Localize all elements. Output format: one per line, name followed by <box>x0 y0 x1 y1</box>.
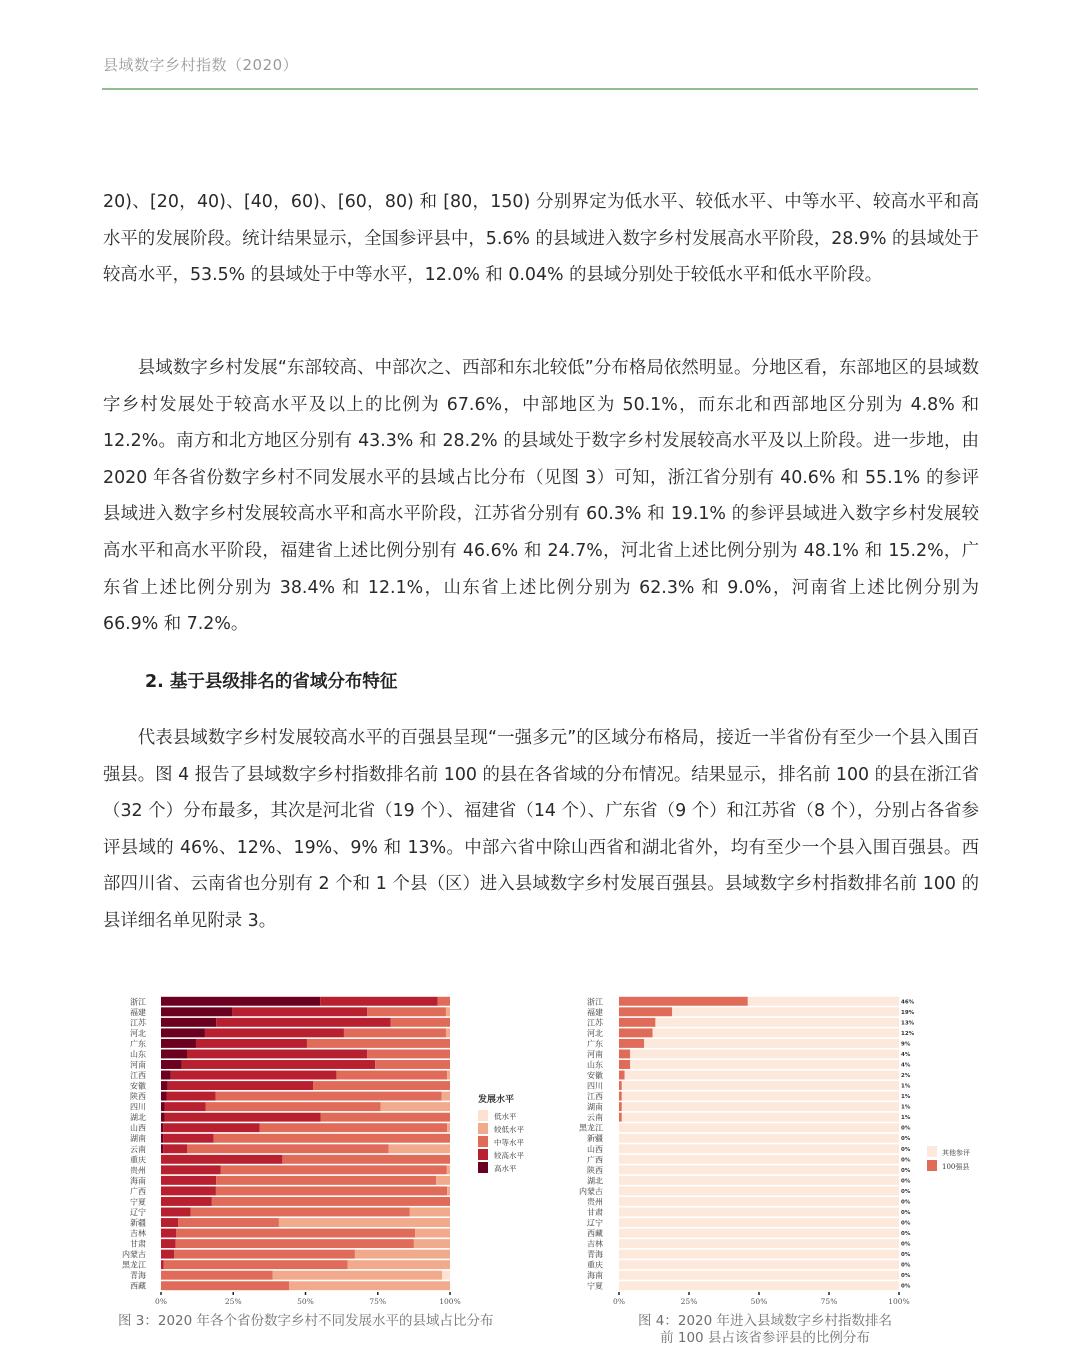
x-tick-label: 50% <box>297 1297 314 1306</box>
bar-segment-100强县 <box>619 1018 655 1027</box>
bar-segment-其他参评 <box>622 1092 899 1101</box>
value-label: 4% <box>901 1062 911 1069</box>
category-label: 陕西 <box>130 1092 146 1102</box>
category-label: 陕西 <box>587 1165 603 1175</box>
category-label: 山西 <box>587 1144 603 1154</box>
bar-segment-中等水平 <box>282 1155 450 1164</box>
bar-segment-其他参评 <box>619 1250 899 1259</box>
bar-segment-其他参评 <box>619 1229 899 1238</box>
bar-segment-100强县 <box>619 1092 622 1101</box>
value-label: 0% <box>901 1188 911 1195</box>
category-label: 内蒙古 <box>122 1250 146 1260</box>
bar-segment-较低水平 <box>414 1239 450 1248</box>
category-label: 江苏 <box>587 1018 603 1028</box>
x-tick-label: 50% <box>750 1297 768 1306</box>
x-tick-label: 75% <box>369 1297 387 1306</box>
category-label: 海南 <box>587 1271 603 1281</box>
legend-swatch <box>927 1160 937 1171</box>
value-label: 0% <box>901 1209 911 1216</box>
category-label: 山东 <box>130 1049 146 1059</box>
legend-swatch <box>927 1146 937 1157</box>
category-label: 江苏 <box>130 1018 146 1028</box>
bar-segment-其他参评 <box>619 1260 899 1269</box>
bar-segment-其他参评 <box>619 1208 899 1217</box>
bar-segment-较高水平 <box>320 997 437 1006</box>
category-label: 甘肃 <box>130 1239 146 1249</box>
category-label: 湖南 <box>587 1102 603 1112</box>
figure-3-stacked-bar-chart <box>100 990 560 1310</box>
category-label: 青海 <box>587 1250 603 1260</box>
legend-swatch <box>478 1136 488 1147</box>
bar-segment-较高水平 <box>161 1239 176 1248</box>
legend-label: 低水平 <box>494 1112 517 1121</box>
category-label: 河南 <box>130 1060 146 1070</box>
bar-segment-其他参评 <box>655 1018 899 1027</box>
bar-segment-中等水平 <box>176 1229 415 1238</box>
bar-segment-较高水平 <box>205 1028 344 1037</box>
bar-segment-其他参评 <box>672 1007 899 1016</box>
value-label: 0% <box>901 1262 911 1269</box>
bar-segment-低水平 <box>442 1271 450 1280</box>
bar-segment-其他参评 <box>630 1049 899 1058</box>
paragraph-3-text: 代表县域数字乡村发展较高水平的百强县呈现“一强多元”的区域分布格局，接近一半省份有至少一个县入围百强县。图 4 报告了县域数字乡村指数排名前 100 的县在各省域的分布情况。结果显示，排名前 100 的县在浙江省（32 个）分布最多，其次是河北省（19 个）、福建省（14 个）、广东省（9 个）和江苏省（8 个），分别占各省参评县域的 46%、12%、19%、9% 和 13%。中部六省中除山西省和湖北省外，均有至少一个县入围百强县。西部四川省、云南省也分别有 2 个和 1 个县（区）进入县域数字乡村发展百强县。县域数字乡村指数排名前 100 的县详细名单见附录 3。 <box>103 728 979 931</box>
bar-segment-较低水平 <box>289 1281 450 1290</box>
bar-segment-高水平 <box>161 1071 171 1080</box>
bar-segment-中等水平 <box>216 1176 436 1185</box>
bar-segment-较高水平 <box>163 1134 213 1143</box>
legend-swatch <box>478 1149 488 1160</box>
bar-segment-中等水平 <box>214 1134 450 1143</box>
bar-segment-其他参评 <box>653 1028 899 1037</box>
bar-segment-较低水平 <box>273 1271 443 1280</box>
bar-segment-100强县 <box>619 1113 622 1122</box>
bar-segment-其他参评 <box>625 1071 899 1080</box>
category-label: 云南 <box>587 1113 603 1123</box>
bar-segment-100强县 <box>619 1102 622 1111</box>
bar-segment-较低水平 <box>447 1071 450 1080</box>
paragraph-2 <box>103 350 979 643</box>
bar-segment-中等水平 <box>174 1250 355 1259</box>
x-tick-label: 100% <box>888 1297 910 1306</box>
category-label: 广西 <box>587 1155 603 1165</box>
figure-4-svg <box>565 990 985 1310</box>
paragraph-1-text: 20)、[20，40)、[40，60)、[60，80) 和 [80，150) 分别界定为低水平、较低水平、中等水平、较高水平和高水平的发展阶段。统计结果显示，全国参评县中，5.6% 的县域进入数字乡村发展高水平阶段，28.9% 的县域处于较高水平，53.5% 的县域处于中等水平，12.0% 和 0.04% 的县域分别处于较低水平和低水平阶段。 <box>103 192 979 286</box>
bar-segment-中等水平 <box>260 1123 448 1132</box>
legend-label: 100强县 <box>942 1163 970 1171</box>
bar-segment-较高水平 <box>161 1208 190 1217</box>
bar-segment-高水平 <box>161 1007 232 1016</box>
bar-segment-100强县 <box>619 997 748 1006</box>
bar-segment-较低水平 <box>355 1250 450 1259</box>
category-label: 内蒙古 <box>579 1186 603 1196</box>
bar-segment-其他参评 <box>619 1186 899 1195</box>
value-label: 1% <box>901 1094 911 1101</box>
category-label: 山西 <box>130 1123 146 1133</box>
category-label: 江西 <box>130 1071 146 1081</box>
paragraph-3 <box>103 720 979 940</box>
bar-segment-100强县 <box>619 1007 672 1016</box>
bar-segment-较高水平 <box>163 1123 259 1132</box>
category-label: 青海 <box>130 1271 146 1281</box>
bar-segment-中等水平 <box>367 1007 446 1016</box>
bar-segment-其他参评 <box>619 1144 899 1153</box>
category-label: 黑龙江 <box>122 1260 146 1270</box>
bar-segment-较高水平 <box>161 1260 164 1269</box>
bar-segment-较低水平 <box>447 1186 450 1195</box>
figure-3-caption: 图 3：2020 年各个省份数字乡村不同发展水平的县域占比分布 <box>118 1313 494 1329</box>
bar-segment-中等水平 <box>313 1081 450 1090</box>
bar-segment-较高水平 <box>161 1218 178 1227</box>
bar-segment-高水平 <box>161 1123 163 1132</box>
bar-segment-100强县 <box>619 1071 625 1080</box>
value-label: 0% <box>901 1136 911 1143</box>
value-label: 1% <box>901 1104 911 1111</box>
legend-swatch <box>478 1110 488 1121</box>
bar-segment-较高水平 <box>196 1039 307 1048</box>
category-label: 宁夏 <box>130 1197 146 1207</box>
bar-segment-较低水平 <box>389 1144 450 1153</box>
bar-segment-中等水平 <box>307 1039 450 1048</box>
legend-label: 其他参评 <box>942 1149 970 1157</box>
paragraph-1 <box>103 184 979 294</box>
value-label: 0% <box>901 1241 911 1248</box>
bar-segment-中等水平 <box>164 1260 348 1269</box>
bar-segment-较高水平 <box>164 1113 320 1122</box>
category-label: 西藏 <box>130 1281 146 1291</box>
bar-segment-较低水平 <box>348 1260 450 1269</box>
category-label: 浙江 <box>130 997 146 1007</box>
value-label: 0% <box>901 1146 911 1153</box>
bar-segment-中等水平 <box>206 1102 381 1111</box>
value-label: 12% <box>901 1030 915 1037</box>
bar-segment-较高水平 <box>164 1102 205 1111</box>
bar-segment-较低水平 <box>446 1007 450 1016</box>
bar-segment-较高水平 <box>161 1155 282 1164</box>
bar-segment-较低水平 <box>436 1176 450 1185</box>
category-label: 福建 <box>130 1007 146 1017</box>
category-label: 甘肃 <box>587 1207 603 1217</box>
category-label: 广东 <box>587 1039 603 1049</box>
bar-segment-其他参评 <box>619 1165 899 1174</box>
bar-segment-较低水平 <box>279 1218 450 1227</box>
category-label: 安徽 <box>130 1081 146 1091</box>
category-label: 重庆 <box>587 1260 603 1270</box>
figure-4-stacked-bar-chart <box>565 990 985 1310</box>
category-label: 吉林 <box>130 1229 146 1239</box>
value-label: 4% <box>901 1051 911 1058</box>
category-label: 贵州 <box>587 1197 603 1207</box>
x-tick-label: 25% <box>224 1297 242 1306</box>
bar-segment-其他参评 <box>619 1155 899 1164</box>
bar-segment-中等水平 <box>390 1018 450 1027</box>
bar-segment-高水平 <box>161 997 320 1006</box>
bar-segment-较高水平 <box>161 1176 216 1185</box>
value-label: 0% <box>901 1231 911 1238</box>
bar-segment-中等水平 <box>161 1281 289 1290</box>
bar-segment-中等水平 <box>212 1197 450 1206</box>
bar-segment-较高水平 <box>161 1186 216 1195</box>
category-label: 湖北 <box>587 1176 603 1186</box>
bar-segment-中等水平 <box>216 1092 442 1101</box>
value-label: 0% <box>901 1199 911 1206</box>
bar-segment-高水平 <box>161 1134 163 1143</box>
section-title: 2. 基于县级排名的省域分布特征 <box>145 672 398 692</box>
bar-segment-高水平 <box>161 1081 168 1090</box>
category-label: 重庆 <box>130 1155 146 1165</box>
bar-segment-较高水平 <box>161 1197 212 1206</box>
bar-segment-中等水平 <box>178 1218 279 1227</box>
bar-segment-中等水平 <box>221 1165 447 1174</box>
bar-segment-100强县 <box>619 1028 653 1037</box>
x-tick-label: 0% <box>613 1297 625 1306</box>
bar-segment-较低水平 <box>447 1165 450 1174</box>
header-rule <box>102 88 978 90</box>
bar-segment-100强县 <box>619 1039 644 1048</box>
value-label: 2% <box>901 1073 911 1080</box>
x-tick-label: 25% <box>680 1297 698 1306</box>
bar-segment-中等水平 <box>190 1208 409 1217</box>
category-label: 吉林 <box>587 1239 603 1249</box>
bar-segment-其他参评 <box>619 1271 899 1280</box>
bar-segment-其他参评 <box>644 1039 899 1048</box>
value-label: 0% <box>901 1167 911 1174</box>
bar-segment-其他参评 <box>619 1197 899 1206</box>
bar-segment-较高水平 <box>168 1081 314 1090</box>
bar-segment-高水平 <box>161 1092 166 1101</box>
category-label: 广东 <box>130 1039 146 1049</box>
bar-segment-其他参评 <box>748 997 899 1006</box>
bar-segment-高水平 <box>161 1039 196 1048</box>
bar-segment-较高水平 <box>182 1060 375 1069</box>
category-label: 湖南 <box>130 1134 146 1144</box>
bar-segment-较高水平 <box>166 1092 215 1101</box>
bar-segment-其他参评 <box>619 1176 899 1185</box>
bar-segment-中等水平 <box>336 1071 447 1080</box>
category-label: 河南 <box>587 1049 603 1059</box>
legend-label: 较高水平 <box>494 1151 524 1160</box>
bar-segment-较低水平 <box>447 1123 450 1132</box>
value-label: 0% <box>901 1283 911 1290</box>
bar-segment-中等水平 <box>321 1113 450 1122</box>
category-label: 浙江 <box>587 997 603 1007</box>
bar-segment-较高水平 <box>161 1250 174 1259</box>
legend-label: 中等水平 <box>494 1138 524 1147</box>
bar-segment-较低水平 <box>446 1028 450 1037</box>
value-label: 0% <box>901 1178 911 1185</box>
bar-segment-其他参评 <box>630 1060 899 1069</box>
category-label: 安徽 <box>587 1071 603 1081</box>
bar-segment-较高水平 <box>187 1049 367 1058</box>
bar-segment-其他参评 <box>619 1239 899 1248</box>
bar-segment-较高水平 <box>161 1165 221 1174</box>
category-label: 西藏 <box>587 1229 603 1239</box>
figure-4-caption-line-2: 前 100 县占该省参评县的比例分布 <box>660 1330 870 1346</box>
category-label: 河北 <box>587 1028 603 1038</box>
category-label: 黑龙江 <box>579 1123 603 1133</box>
figure-3-svg <box>100 990 560 1310</box>
bar-segment-其他参评 <box>619 1218 899 1227</box>
category-label: 山东 <box>587 1060 603 1070</box>
bar-segment-高水平 <box>161 1049 187 1058</box>
value-label: 0% <box>901 1252 911 1259</box>
bar-segment-较高水平 <box>163 1144 187 1153</box>
bar-segment-较高水平 <box>216 1018 390 1027</box>
legend-label: 较低水平 <box>494 1125 524 1134</box>
bar-segment-其他参评 <box>619 1123 899 1132</box>
bar-segment-中等水平 <box>344 1028 446 1037</box>
figure-4-caption <box>600 1313 930 1347</box>
bar-segment-中等水平 <box>438 997 450 1006</box>
category-label: 江西 <box>587 1092 603 1102</box>
bar-segment-高水平 <box>161 1028 205 1037</box>
category-label: 湖北 <box>130 1113 146 1123</box>
bar-segment-其他参评 <box>622 1113 899 1122</box>
category-label: 辽宁 <box>130 1207 146 1217</box>
category-label: 贵州 <box>130 1165 146 1175</box>
category-label: 云南 <box>130 1144 146 1154</box>
bar-segment-其他参评 <box>619 1134 899 1143</box>
category-label: 辽宁 <box>587 1218 603 1228</box>
bar-segment-较高水平 <box>232 1007 367 1016</box>
category-label: 海南 <box>130 1176 146 1186</box>
category-label: 新疆 <box>587 1134 603 1144</box>
legend-swatch <box>478 1123 488 1134</box>
category-label: 新疆 <box>130 1218 146 1228</box>
value-label: 0% <box>901 1125 911 1132</box>
x-tick-label: 75% <box>820 1297 838 1306</box>
category-label: 河北 <box>130 1028 146 1038</box>
bar-segment-100强县 <box>619 1081 622 1090</box>
running-header-title: 县域数字乡村指数（2020） <box>103 56 299 74</box>
bar-segment-其他参评 <box>619 1281 899 1290</box>
category-label: 宁夏 <box>587 1281 603 1291</box>
bar-segment-100强县 <box>619 1049 630 1058</box>
category-label: 四川 <box>130 1102 146 1112</box>
bar-segment-较低水平 <box>415 1229 450 1238</box>
legend-swatch <box>478 1162 488 1173</box>
bar-segment-其他参评 <box>622 1081 899 1090</box>
bar-segment-较低水平 <box>381 1102 450 1111</box>
bar-segment-100强县 <box>619 1060 630 1069</box>
bar-segment-中等水平 <box>176 1239 414 1248</box>
value-label: 1% <box>901 1083 911 1090</box>
bar-segment-中等水平 <box>367 1049 450 1058</box>
legend-title: 发展水平 <box>478 1095 515 1105</box>
bar-segment-其他参评 <box>622 1102 899 1111</box>
legend-label: 高水平 <box>494 1164 517 1173</box>
bar-segment-高水平 <box>161 1102 164 1111</box>
bar-segment-高水平 <box>161 1144 163 1153</box>
bar-segment-高水平 <box>161 1060 182 1069</box>
bar-segment-高水平 <box>161 1113 164 1122</box>
bar-segment-较高水平 <box>161 1229 176 1238</box>
bar-segment-中等水平 <box>375 1060 450 1069</box>
category-label: 四川 <box>587 1081 603 1091</box>
bar-segment-较低水平 <box>410 1208 450 1217</box>
value-label: 9% <box>901 1041 911 1048</box>
figure-4-caption-line-1: 图 4：2020 年进入县域数字乡村指数排名 <box>637 1313 893 1329</box>
x-tick-label: 0% <box>155 1297 167 1306</box>
value-label: 0% <box>901 1273 911 1280</box>
value-label: 0% <box>901 1157 911 1164</box>
bar-segment-中等水平 <box>161 1271 273 1280</box>
bar-segment-较低水平 <box>442 1092 450 1101</box>
x-tick-label: 100% <box>439 1297 461 1306</box>
value-label: 19% <box>901 1009 915 1016</box>
value-label: 13% <box>901 1020 915 1027</box>
bar-segment-较高水平 <box>171 1071 337 1080</box>
category-label: 福建 <box>587 1007 603 1017</box>
value-label: 1% <box>901 1115 911 1122</box>
bar-segment-中等水平 <box>216 1186 447 1195</box>
paragraph-2-text: 县域数字乡村发展“东部较高、中部次之、西部和东北较低”分布格局依然明显。分地区看，东部地区的县域数字乡村发展处于较高水平及以上的比例为 67.6%，中部地区为 50.1%，而东北和西部地区分别为 4.8% 和 12.2%。南方和北方地区分别有 43.3% 和 28.2% 的县域处于数字乡村发展较高水平及以上阶段。进一步地，由 2020 年各省份数字乡村不同发展水平的县域占比分布（见图 3）可知，浙江省分别有 40.6% 和 55.1% 的参评县域进入数字乡村发展较高水平和高水平阶段，江苏省分别有 60.3% 和 19.1% 的参评县域进入数字乡村发展较高水平和高水平阶段，福建省上述比例分别有 46.6% 和 24.7%，河北省上述比例分别为 48.1% 和 15.2%，广东省上述比例分别为 38.4% 和 12.1%，山东省上述比例分别为 62.3% 和 9.0%，河南省上述比例分别为 66.9% 和 7.2%。 <box>103 358 979 635</box>
value-label: 46% <box>901 999 915 1006</box>
value-label: 0% <box>901 1220 911 1227</box>
bar-segment-中等水平 <box>187 1144 389 1153</box>
category-label: 广西 <box>130 1186 146 1196</box>
bar-segment-高水平 <box>161 1018 216 1027</box>
